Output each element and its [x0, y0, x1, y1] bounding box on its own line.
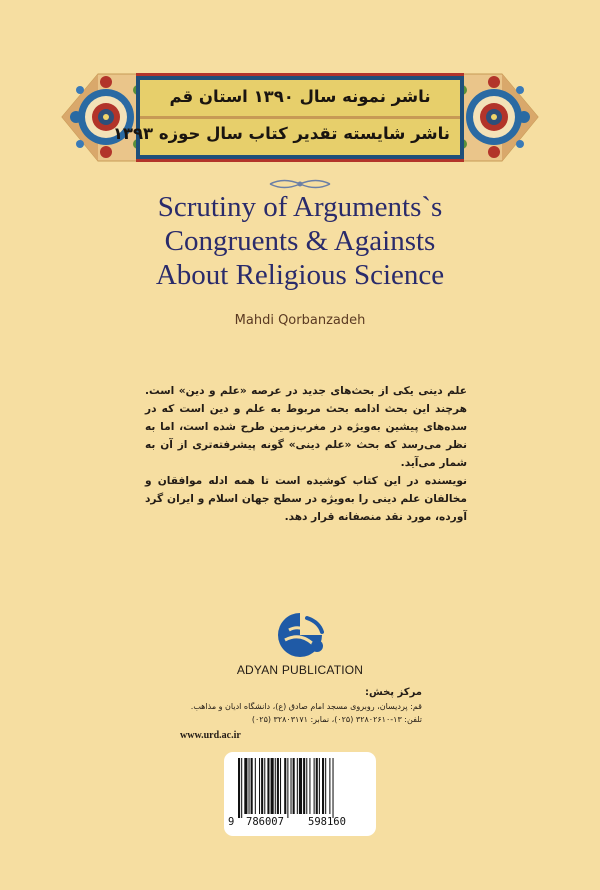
banner-ornament: [58, 60, 542, 175]
barcode-digits-right: 598160: [308, 816, 346, 828]
description-paragraph-2: نویسنده در این کتاب کوشیده است تا همه ادله موافقان و مخالفان علم دینی را به‌ویژه در سطح جهان اسلام و ایران گرد آورده، مورد نقد منصفانه قرار دهد.: [145, 475, 467, 523]
barcode-bar: [322, 758, 324, 814]
barcode-bar: [306, 758, 307, 814]
description-paragraph-1: علم دینی یکی از بحث‌های جدید در عرصه «علم و دین» است. هرچند این بحث ادامه بحث مربوط به علم و دین است که در سده‌های پیشین به‌ویژه در مغرب‌زمین طرح شده است، اما به نظر می‌رسد که بحث «علم دینی» گونه پیشرفته‌تری از آن به شمار می‌آید.: [145, 385, 467, 469]
barcode-bar: [259, 758, 260, 814]
barcode-bar: [238, 758, 240, 818]
distribution-phone: تلفن: ۱۳-۳۲۸۰۲۶۱۰ (۰۲۵)، نمابر: ۳۲۸۰۳۱۷۱ (۰۲۵): [251, 715, 422, 724]
barcode-bar: [314, 758, 315, 814]
website-link[interactable]: www.urd.ac.ir: [180, 730, 241, 741]
barcode-bar: [309, 758, 310, 814]
distribution-center: [180, 686, 422, 726]
barcode-bar: [297, 758, 298, 814]
distribution-heading: مرکز پخش:: [364, 687, 422, 698]
barcode-bar: [325, 758, 326, 814]
barcode-bar: [303, 758, 305, 814]
author-name: Mahdi Qorbanzadeh: [234, 313, 366, 328]
barcode-bar: [241, 758, 242, 818]
barcode-bar: [333, 758, 334, 818]
title-line-3: About Religious Science: [155, 259, 445, 291]
barcode-bar: [284, 758, 286, 814]
title-line-1: Scrutiny of Arguments`s: [157, 191, 443, 223]
barcode-bar: [291, 758, 292, 814]
distribution-address: قم: پردیسان، روبروی مسجد امام صادق (ع)، دانشگاه ادیان و مذاهب.: [190, 702, 422, 711]
barcode-bar: [277, 758, 279, 814]
banner-award-line-1: ناشر نمونه سال ۱۳۹۰ استان قم: [169, 87, 431, 106]
adyan-logo-icon: [267, 610, 333, 660]
barcode-digit-first: 9: [228, 816, 235, 828]
barcode-bar: [255, 758, 256, 814]
barcode-bar: [299, 758, 302, 814]
barcode-bar: [293, 758, 295, 814]
barcode-bar: [267, 758, 269, 814]
book-title: [0, 190, 600, 292]
book-description: [145, 382, 467, 526]
barcode-bar: [280, 758, 281, 814]
barcode-digits-left: 786007: [246, 816, 284, 828]
isbn-barcode: [224, 752, 376, 836]
barcode-bar: [319, 758, 320, 814]
barcode-bar: [251, 758, 253, 814]
title-ornament-icon: [268, 178, 332, 190]
barcode-bar: [271, 758, 274, 814]
barcode-bar: [275, 758, 276, 814]
barcode-bars: [238, 758, 362, 818]
title-line-2: Congruents & Againsts: [164, 225, 436, 257]
publisher-name: ADYAN PUBLICATION: [236, 663, 364, 677]
barcode-bar: [264, 758, 265, 814]
barcode-bar: [244, 758, 247, 814]
barcode-bar: [316, 758, 318, 814]
banner-award-line-2: ناشر شایسته تقدیر کتاب سال حوزه ۱۳۹۳: [112, 124, 450, 143]
barcode-bar: [249, 758, 250, 814]
barcode-bar: [261, 758, 263, 814]
award-banner: [58, 60, 542, 175]
barcode-bar: [287, 758, 288, 818]
barcode-bar: [329, 758, 330, 814]
